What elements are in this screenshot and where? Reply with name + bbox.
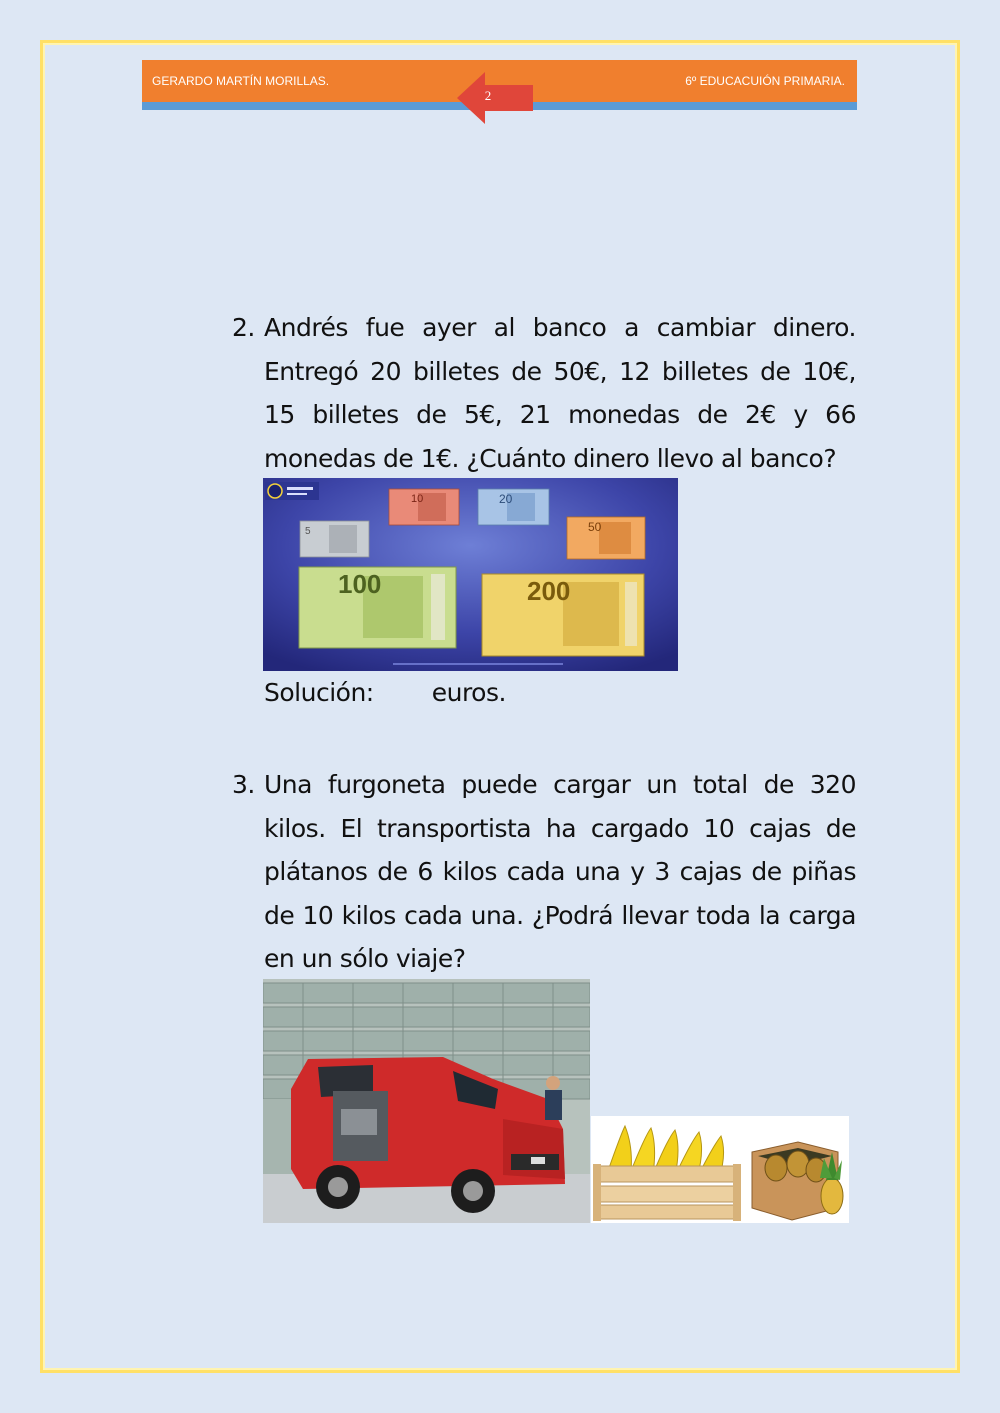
pineapple-box-photo [746, 1116, 849, 1223]
banknote-value: 100 [338, 569, 382, 599]
banana-crate-photo [591, 1116, 746, 1223]
banknote-100 [299, 567, 456, 648]
banknote-10 [389, 489, 459, 525]
problem-number: 2. [232, 313, 255, 342]
banknote-50 [567, 517, 645, 559]
problem-text: Andrés fue ayer al banco a cambiar dinero. Entregó 20 billetes de 50€, 12 billetes de 10€, 15 billetes de 5€, 21 monedas de 2€ y 66 monedas de 1€. ¿Cuánto dinero llevo al banco? [264, 313, 856, 473]
banknote-5 [300, 521, 369, 557]
page-number: 2 [484, 88, 492, 103]
problem-3 [232, 763, 856, 981]
problem-number: 3. [232, 770, 255, 799]
problem-2 [232, 306, 856, 480]
header-course: 6º EDUCACUIÓN PRIMARIA. [685, 74, 845, 88]
banknote-value: 50 [588, 520, 602, 534]
banknote-value: 200 [527, 576, 571, 606]
banknote-value: 10 [411, 493, 424, 505]
wooden-crate [593, 1164, 741, 1221]
problem-text: Una furgoneta puede cargar un total de 320 kilos. El transportista ha cargado 10 cajas de plátanos de 6 kilos cada una y 3 cajas de piñas de 10 kilos cada una. ¿Podrá llevar toda la carga en un sólo viaje? [264, 770, 856, 973]
banknote-value: 20 [499, 492, 513, 506]
header-author: GERARDO MARTÍN MORILLAS. [152, 74, 330, 88]
van-photo [263, 979, 590, 1223]
banknote-value: 5 [305, 526, 311, 537]
solution-unit: euros. [431, 678, 506, 707]
solution-line [264, 678, 506, 707]
driver-figure [545, 1076, 562, 1120]
solution-label: Solución: [264, 678, 374, 707]
euro-banknotes-image [263, 478, 678, 671]
banknote-200 [482, 574, 644, 656]
banknote-20 [478, 489, 549, 525]
